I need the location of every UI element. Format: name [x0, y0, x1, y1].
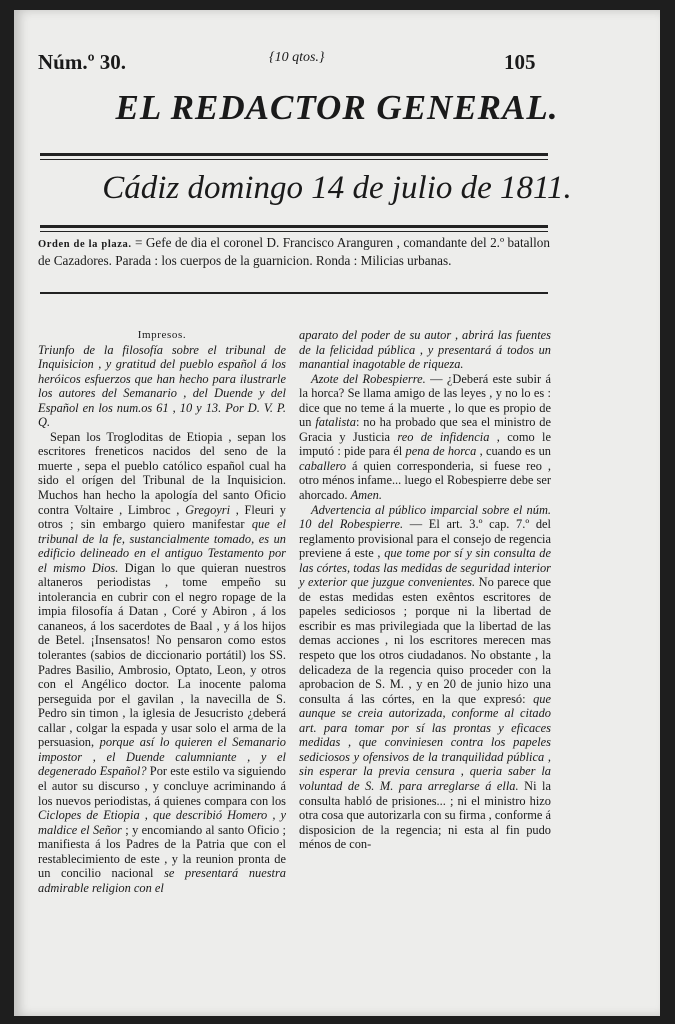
- page-number: 105: [504, 50, 536, 74]
- masthead-rule-thick: [40, 153, 548, 156]
- article-inquisicion: [38, 430, 286, 896]
- continued-paragraph: aparato del poder de su autor , abrirá las fuentes de la felicidad pública , y presentará á todos un manantial inagotable de riqueza.: [299, 328, 551, 372]
- issue-number: Núm.º 30.: [38, 50, 127, 74]
- text-run: , Fleuri y otros ; sin embargo quiero manifestar: [38, 502, 286, 532]
- italic-run: pena de horca: [405, 444, 477, 459]
- italic-run: Gregoyri: [185, 502, 231, 517]
- masthead-title: EL REDACTOR GENERAL.: [115, 88, 559, 127]
- text-run: ; y encomiando al santo Oficio ; manifiesta á los Padres de la Patria que con el restablecimiento de este , y la reunion pronta de un concilio nacional: [38, 822, 286, 881]
- italic-run: Azote del Robespierre.: [311, 371, 426, 386]
- italic-run: que tome por sí y sin consulta de las córtes, todas las medidas de seguridad interior y exterior que juzgue convenientes.: [299, 546, 551, 590]
- text-run: , cuando es un: [476, 444, 551, 459]
- text-run: á quien corresponderia, si fuese reo , otro ménos infame... luego el Robespierre debe ser ahorcado.: [299, 458, 551, 503]
- text-run: — El art. 3.º cap. 7.º del reglamento provisional para el consejo de regencia previene á este ,: [299, 517, 551, 561]
- text-run: : no ha probado que sea el ministro de Gracia y Justicia: [299, 415, 551, 444]
- orden-text: = Gefe de dia el coronel D. Francisco Aranguren , comandante del 2.º batallon de Cazadores. Parada : los cuerpos de la guarnicion. Ronda : Milicias urbanas.: [38, 235, 550, 268]
- italic-run: Advertencia al público imparcial sobre el núm. 10 del Robespierre.: [299, 502, 551, 532]
- impresos-intro: Triunfo de la filosofía sobre el tribunal de Inquisicion , y gratitud del pueblo español á los heróicos esfuerzos que han hecho para ilustrarle los autores del Semanario , del Duende y del Español en los num.os 61 , 10 y 13. Por D. V. P. Q.: [38, 342, 286, 430]
- italic-run: caballero: [299, 458, 347, 473]
- text-run: Ni la consulta habló de prisiones... ; ni el ministro hizo otra cosa que autorizarla con su firma , conforme á disposicion de la regencia; ni esta al fin pudo ménos de con-: [299, 778, 551, 852]
- italic-run: reo de infidencia: [397, 429, 490, 444]
- text-run: , como le imputó : pide para él: [299, 429, 551, 459]
- left-column: [38, 328, 286, 895]
- dateline-rule-thin: [40, 231, 548, 232]
- text-run: No parece que de estas medidas esten exêntos escritores de papeles sediciosos ; porque ni la libertad de escribir es mas privilegiada que la libertad de las demas acciones , ni los escritores merecen mas respeto que los otros ciudadanos. No obstante , la delicadeza de la regencia quiso proceder con la aprobacion de S. M. , y en 20 de junio hizo una consulta á las córtes, en la que expresó:: [299, 575, 552, 706]
- impresos-heading: Impresos.: [137, 329, 187, 341]
- text-run: — ¿Deberá este subir á la horca? Se llama amigo de las leyes , y no lo es : dice que no teme á la muerte , lo que es propio de un: [299, 371, 551, 430]
- italic-run: se presentará nuestra admirable religion con el: [38, 866, 286, 895]
- italic-run: Amen.: [350, 488, 382, 503]
- dateline-rule-thick: [40, 225, 548, 228]
- text-run: Sepan los Trogloditas de Etiopia , sepan los escritores freneticos nacidos del seno de la muerte , sepa el pueblo católico español cual ha sido el orígen del Tribunal de la Inquisicion. Muchos han hecho la apología del santo Oficio contra Voltaire , Limbroc ,: [38, 429, 286, 517]
- masthead-rule-thin: [40, 159, 548, 160]
- right-column: [299, 328, 551, 852]
- article-azote-robespierre: [299, 372, 551, 503]
- text-run: Por este estilo va siguiendo el autor su discurso , y concluye acriminando á los nuevos periodistas, á quienes compara con los: [38, 764, 287, 808]
- italic-run: fatalista: [315, 415, 356, 430]
- italic-run: porque así lo quieren el Semanario impostor , el Duende calumniante , y el degenerado Español?: [38, 735, 286, 779]
- orden-de-la-plaza: [38, 235, 550, 268]
- orden-label: Orden de la plaza.: [38, 239, 132, 250]
- text-run: Digan lo que quieran nuestros altaneros periodistas , tome empeño su intolerancia en cubrir con el negro ropage de la impia filosofía á Datan , Coré y Abiron , á los cananeos, á los sacerdotes de Baal , y á los hijos de Betel. ¡Insensatos! No pensaron como estos tolerantes (sabios de diccionario portátil) los SS. Padres Basilio, Ambrosio, Optato, Leon, y otros con el Angélico doctor. La inocente paloma perseguida por el gavilan , la navecilla de S. Pedro sin timon , la iglesia de Jesucristo ¿deberá callar , colgar la espada y usar solo el arma de la persuasion,: [38, 560, 287, 750]
- newspaper-page: [14, 10, 660, 1016]
- article-advertencia: [299, 503, 551, 852]
- section-rule: [40, 292, 548, 294]
- italic-run: que aunque se creia autorizada, conforme al citado art. para tomar por sí las prontas y eficaces medidas , que conviniesen contra los papeles sediciosos y ofensivos de la tranquilidad pública , sin esperar la previa censura , queria saber la voluntad de S. M. para arreglarse á ella.: [299, 691, 551, 793]
- issue-price: {10 qtos.}: [269, 50, 325, 65]
- italic-run: que el tribunal de la fe, sustancialmente tomado, es un edificio delineado en el antiguo Testamento por el mismo Dios.: [38, 517, 287, 575]
- italic-run: Ciclopes de Etiopia , que describió Homero , y maldice el Señor: [38, 808, 286, 837]
- dateline: Cádiz domingo 14 de julio de 1811.: [102, 170, 572, 206]
